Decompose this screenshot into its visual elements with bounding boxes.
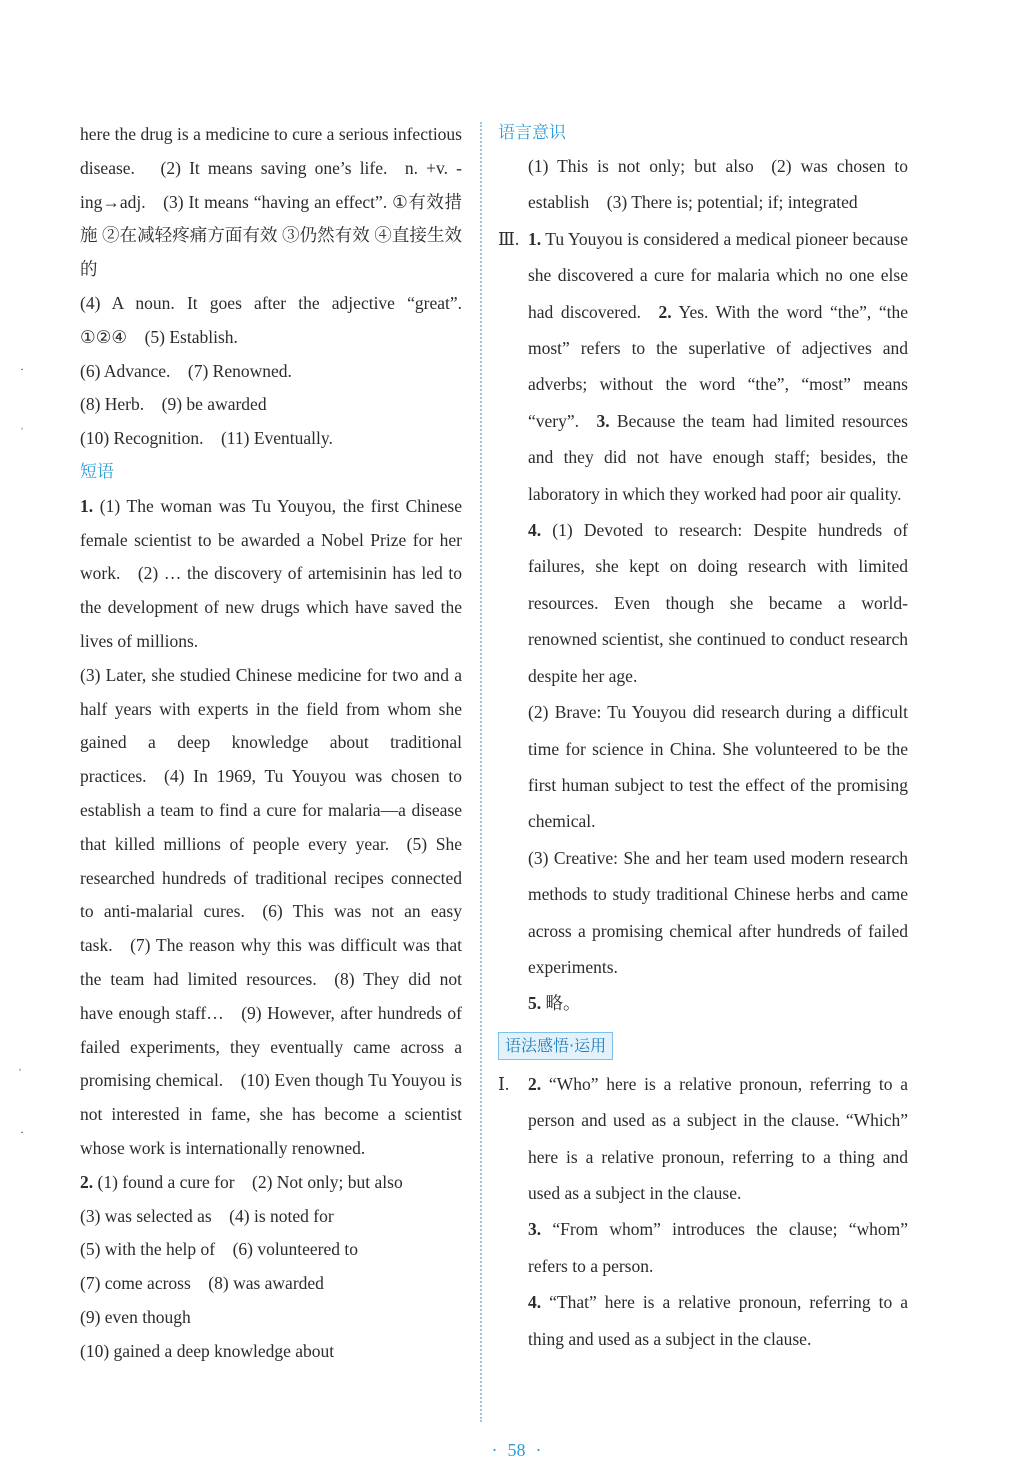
question-number: 2. [80, 1171, 94, 1192]
question-text: “From whom” introduces the clause; “whom” refers to a person. [528, 1219, 908, 1276]
question-4-creative: (3) Creative: She and her team used modern research methods to study traditional Chinese herbs and came across a promising chemical after hundreds of failed experiments. [528, 847, 908, 977]
question-text: (1) The woman was Tu Youyou, the first Chinese female scientist to be awarded a Nobel Prize for her work. (2) … the discovery of artemisinin has led to the development of new drugs which have saved the lives of millions. [80, 495, 462, 651]
answer-line: (8) Herb. (9) be awarded [80, 394, 267, 415]
page-dot: · [491, 1440, 498, 1460]
question-number: 4. [528, 1292, 542, 1313]
answer-line: (10) Recognition. (11) Eventually. [80, 428, 333, 449]
margin-mark: ʾ [18, 1066, 22, 1080]
margin-mark: · [20, 1125, 24, 1139]
question-text: Because the team had limited resources and they did not have enough staff; besides, the laboratory in which they worked had poor air quality. [528, 410, 908, 504]
question-text: “Who” here is a relative pronoun, referring to a person and used as a subject in the clause. “Which” here is a relative pronoun, referring to a thing and used as a subject in the clause. [528, 1073, 908, 1203]
question-number: 4. [528, 520, 542, 541]
part-label: Ⅲ. [498, 228, 520, 249]
part-label: Ⅰ. [498, 1073, 510, 1094]
question-text: “That” here is a relative pronoun, referring to a thing and used as a subject in the clause. [528, 1292, 908, 1349]
question-4 [498, 512, 908, 694]
intro-paragraph: here the drug is a medicine to cure a serious infectious disease. (2) It means saving one’s life. n. +v. -ing→adj. (3) It means “having an effect”. ①有效措施 ②在减轻疼痛方面有效 ③仍然有效 ④直接生效的 [80, 124, 462, 280]
question-number: 1. [528, 228, 542, 249]
question-2-line: (7) come across (8) was awarded [80, 1273, 324, 1294]
question-number: 5. [528, 993, 542, 1014]
question-text: 略。 [541, 993, 581, 1014]
margin-mark: ˈ [20, 425, 24, 439]
section-title-language: 语言意识 [498, 123, 566, 143]
right-column [498, 118, 908, 1357]
question-2-line: (10) gained a deep knowledge about [80, 1340, 335, 1361]
grammar-badge-label: 语法感悟·运用 [498, 1032, 613, 1060]
language-answers: (1) This is not only; but also (2) was chosen to establish (3) There is; potential; if; integrated [528, 156, 908, 213]
question-2-line [80, 1166, 462, 1200]
question-1-continued: (3) Later, she studied Chinese medicine for two and a half years with experts in the field from whom she gained a deep knowledge about traditional practices. (4) In 1969, Tu Youyou was chosen to establish a team to find a cure for malaria—a disease that killed millions of people every year. (5) She researched hundreds of traditional recipes connected to anti-malarial cures. (6) This was not an easy task. (7) The reason why this was difficult was that the team had limited resources. (8) They did not have enough staff… (9) However, after hundreds of failed experiments, they eventually came across a promising chemical. (10) Even though Tu Youyou is not interested in fame, she has become a scientist whose work is internationally renowned. [80, 664, 462, 1158]
margin-mark: · [20, 362, 24, 376]
grammar-section-badge [498, 1022, 908, 1066]
part-iii [498, 221, 908, 512]
question-2-line: (3) was selected as (4) is noted for [80, 1205, 334, 1226]
part-i-question-3 [498, 1211, 908, 1284]
page-number: 58 [507, 1440, 526, 1460]
question-text: Tu Youyou is considered a medical pioneer because she discovered a cure for malaria which no one else had discovered. [528, 228, 908, 322]
section-title-phrases: 短语 [80, 461, 114, 482]
question-number: 3. [596, 410, 610, 431]
question-number: 3. [528, 1219, 542, 1240]
question-text: (1) Devoted to research: Despite hundreds of failures, she kept on doing research with limited resources. Even though she became a world-renowned scientist, she continued to conduct research despite her age. [528, 520, 908, 686]
question-number: 2. [528, 1073, 542, 1094]
answer-line: (6) Advance. (7) Renowned. [80, 360, 292, 381]
question-5 [498, 985, 908, 1021]
question-text: (1) found a cure for (2) Not only; but also [93, 1171, 403, 1192]
left-column [80, 118, 462, 1368]
question-1 [80, 490, 462, 659]
question-4-brave: (2) Brave: Tu Youyou did research during a difficult time for science in China. She volunteered to be the first human subject to test the effect of the promising chemical. [528, 702, 908, 832]
page-dot: · [535, 1440, 542, 1460]
part-i-question-2 [498, 1066, 908, 1212]
part-i-question-4 [498, 1284, 908, 1357]
question-text: Yes. With the word “the”, “the most” refers to the superlative of adjectives and adverbs; without the word “the”, “most” means “very”. [528, 301, 908, 431]
question-2-line: (9) even though [80, 1306, 191, 1327]
page-footer [0, 1440, 1033, 1461]
question-number: 1. [80, 495, 94, 516]
column-divider [480, 122, 482, 1422]
answer-line: (4) A noun. It goes after the adjective “great”. ①②④ (5) Establish. [80, 292, 462, 347]
question-2-line: (5) with the help of (6) volunteered to [80, 1239, 358, 1260]
question-number: 2. [658, 301, 672, 322]
